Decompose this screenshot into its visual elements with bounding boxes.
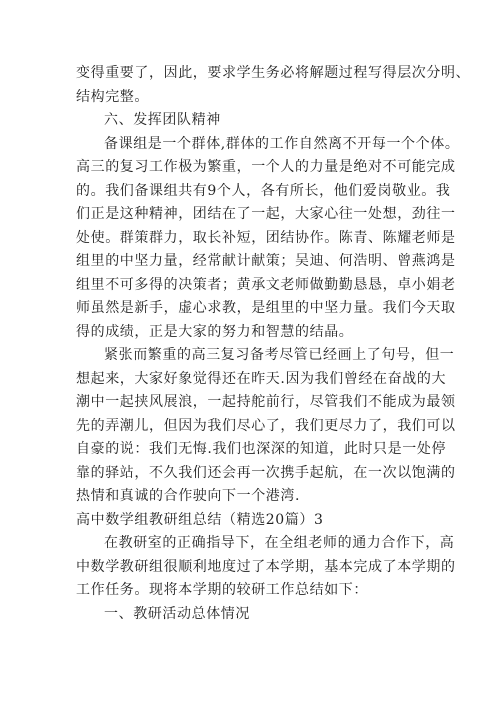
text-line: 在教研室的正确指导下，在全组老师的通力合作下，高 [104, 535, 455, 551]
text-line: 想起来，大家好象觉得还在昨天.因为我们曾经在奋战的大 [76, 370, 447, 387]
section-heading: 一、教研活动总体情况 [104, 605, 250, 622]
text-line: 得的成绩，正是大家的努力和智慧的结晶。 [76, 323, 354, 340]
text-line: 组里的中坚力量，经常献计献策；吴迪、何浩明、曾燕鸿是 [76, 253, 456, 269]
text-line: 先的弄潮儿，但因为我们尽心了，我们更尽力了，我们可以 [76, 417, 456, 434]
text-line: 组里不可多得的决策者；黄承文老师做勤勤恳恳，卓小娟老 [76, 276, 456, 293]
text-line: 潮中一起挟风展浪，一起持舵前行，尽管我们不能成为最领 [76, 394, 456, 410]
document-body [76, 62, 471, 626]
text-line: 备课组是一个群体,群体的工作自然离不开每一个个体。 [104, 135, 460, 152]
text-line: 自豪的说：我们无悔.我们也深深的知道，此时只是一处停 [76, 441, 447, 457]
text-line: 工作任务。现将本学期的较研工作总结如下： [76, 582, 368, 598]
text-line: 们正是这种精神，团结在了一起，大家心往一处想，劲往一 [76, 206, 456, 222]
text-line: 中数学教研组很顺利地度过了本学期，基本完成了本学期的 [76, 558, 456, 575]
text-line: 的。我们备课组共有9个人，各有所长，他们爱岗敬业。我 [76, 182, 451, 199]
document-subtitle: 高中数学组教研组总结（精选20篇）3 [76, 511, 324, 528]
section-heading: 六、发挥团队精神 [104, 112, 221, 128]
text-line: 师虽然是新手，虚心求教，是组里的中坚力量。我们今天取 [76, 300, 456, 316]
text-line: 结构完整。 [76, 88, 149, 105]
text-line: 紧张而繁重的高三复习备考尽管已经画上了句号，但一 [104, 347, 455, 363]
text-line: 高三的复习工作极为繁重，一个人的力量是绝对不可能完成 [76, 159, 456, 175]
text-line: 热情和真诚的合作驶向下一个港湾. [76, 488, 301, 504]
text-line: 处使。群策群力，取长补短，团结协作。陈青、陈耀老师是 [76, 229, 456, 246]
text-line: 变得重要了，因此，要求学生务必将解题过程写得层次分明、 [76, 65, 471, 81]
text-line: 靠的驿站，不久我们还会再一次携手起航，在一次以饱满的 [76, 464, 456, 481]
